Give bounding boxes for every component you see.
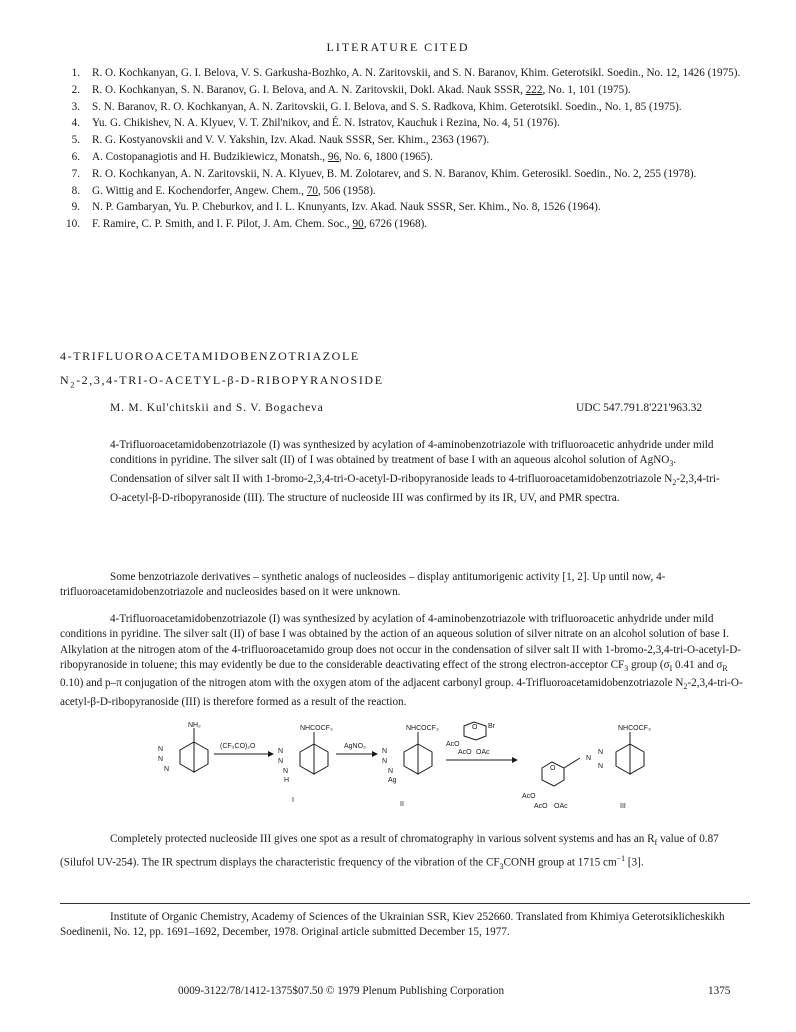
scheme-label-II: II (400, 801, 404, 808)
reference-number: 3. (71, 100, 80, 113)
reference-text: , No. 6, 1800 (1965). (339, 150, 433, 163)
scheme-oac: OAc (554, 803, 568, 810)
reaction-scheme (150, 718, 710, 828)
reference-number: 10. (66, 218, 80, 231)
reference-text: Yu. G. Chikishev, N. A. Klyuev, V. T. Zhil'nikov, and É. N. Istratov, Kauchuk i Rezina, No. 4, 51 (1976). (92, 117, 560, 130)
scheme-nhcocf3: NHCOCF₃ (300, 725, 333, 732)
scheme-n: N (382, 748, 388, 755)
scheme-oac: OAc (476, 749, 490, 756)
scheme-n: N (278, 758, 284, 765)
reference-volume: 90 (352, 218, 364, 231)
reference-volume: 70 (306, 184, 318, 197)
scheme-aco: AcO (534, 803, 548, 810)
scheme-n: N (586, 755, 592, 762)
reference-number: 1. (71, 67, 80, 79)
reaction-arrow-head (512, 757, 518, 763)
footnote-divider (60, 903, 750, 904)
reference-item (58, 217, 748, 231)
reference-number: 9. (71, 201, 80, 214)
scheme-n: N (158, 756, 164, 763)
scheme-n: N (598, 749, 604, 756)
reference-text: F. Ramire, C. P. Smith, and I. F. Pilot, J. Am. Chem. Soc., (92, 218, 353, 231)
reference-item (58, 133, 748, 147)
scheme-label-I: I (292, 797, 294, 804)
reaction-arrow-head (372, 751, 378, 757)
article-authors: M. M. Kul'chitskii and S. V. Bogacheva (110, 402, 324, 414)
scheme-n: N (278, 748, 284, 755)
reference-item (58, 66, 748, 80)
scheme-br: Br (488, 723, 495, 730)
article-title: 4-TRIFLUOROACETAMIDOBENZOTRIAZOLE (60, 349, 360, 363)
scheme-n: N (283, 768, 289, 775)
reference-text: R. O. Kochkanyan, S. N. Baranov, G. I. Belova, and A. N. Zaritovskii, Dokl. Akad. Nauk SSSR, (92, 83, 526, 96)
reference-item (58, 150, 748, 164)
reference-text: N. P. Gambaryan, Yu. P. Cheburkov, and I. L. Knunyants, Izv. Akad. Nauk SSSR, Ser. Khim., No. 8, 1526 (1964). (92, 201, 601, 214)
reference-text: , 6726 (1968). (363, 218, 428, 231)
reference-text: S. N. Baranov, R. O. Kochkanyan, A. N. Zaritovskii, G. I. Belova, and S. S. Radkova, Khim. Geterotsikl. Soedin., No. 1, 85 (1975). (92, 100, 682, 113)
scheme-aco: AcO (522, 793, 536, 800)
reference-list (58, 66, 748, 234)
compound-aminobenzotriazole (180, 728, 208, 772)
reference-number: 2. (71, 83, 80, 96)
body-paragraph: 4-Trifluoroacetamidobenzotriazole (I) was synthesized by acylation of 4-aminobenzotriazole with trifluoroacetic anhydride under mild conditions in pyridine. The silver salt (II) of base I was obtained by the action of an aqueous solution of silver nitrate on an alcohol solution of base I. Alkylation at the nitrogen atom of the 4-trifluoroacetamido group does not occur in the condensation of silver salt II with 1-bromo-2,3,4-tri-O-acetyl-D-ribopyranoside in toluene; this may evidently be due to the considerable deactivating effect of the strong electron-acceptor $CF_3$ group ($\sigma_I$ 0.41 and $\sigma_R$ 0.10) and p–π conjugation of the nitrogen atom with the oxygen atom of the adjacent carbonyl group. 4-Trifluoroacetamidobenzotriazole $N_2-2,3,4-tri-O-acetyl-\beta-D$-ribopyranoside (III) is therefore formed as a result of the reaction. (60, 613, 743, 708)
reference-item (58, 200, 748, 214)
reference-item (58, 184, 748, 198)
compound-I (300, 732, 328, 774)
reference-text: R. G. Kostyanovskii and V. V. Yakshin, Izv. Akad. Nauk SSSR, Ser. Khim., 2363 (1967). (92, 134, 490, 147)
scheme-ag: Ag (388, 777, 397, 784)
reference-text: , 506 (1958). (317, 184, 376, 197)
scheme-aco: AcO (446, 741, 460, 748)
body-paragraph: Completely protected nucleoside III gives one spot as a result of chromatography in various solvent systems and has an $R_f$ value of 0.87 (Silufol UV-254). The IR spectrum displays the characteristic frequency of the vibration of the $CF_3CONH$ group at 1715 $cm^{-1}$ [3]. (60, 833, 719, 871)
scheme-nh2: NH₂ (188, 722, 201, 729)
reference-text: R. O. Kochkanyan, G. I. Belova, V. S. Garkusha-Bozhko, A. N. Zaritovskii, and S. N. Baranov, Khim. Geterotsikl. Soedin., No. 12, 1426 (1975). (92, 67, 741, 79)
compound-III (542, 732, 644, 786)
reference-item (58, 116, 748, 130)
reference-number: 4. (71, 117, 80, 130)
scheme-n: N (388, 768, 394, 775)
reference-text: R. O. Kochkanyan, A. N. Zaritovskii, N. A. Klyuev, B. M. Zolotarev, and S. N. Baranov, Khim. Geterosikl. Soedin., No. 2, 255 (1978). (92, 167, 697, 180)
reference-number: 6. (71, 150, 80, 163)
scheme-n: N (382, 758, 388, 765)
scheme-n: N (164, 766, 170, 773)
reaction-arrow-head (268, 751, 274, 757)
reference-text: , No. 1, 101 (1975). (542, 83, 631, 96)
scheme-reagent: AgNO₃ (344, 743, 366, 750)
reference-text: A. Costopanagiotis and H. Budzikiewicz, Monatsh., (92, 150, 328, 163)
footnote: Institute of Organic Chemistry, Academy of Sciences of the Ukrainian SSR, Kiev 252660. Translated from Khimiya Geterotsiklicheskikh Soedinenii, No. 12, pp. 1691–1692, December, 1978. Original article submitted December 15, 1977. (60, 911, 725, 939)
scheme-n: N (158, 746, 164, 753)
page-number: 1375 (708, 985, 731, 997)
scheme-label-III: III (620, 803, 626, 810)
reference-volume: 96 (327, 150, 340, 163)
scheme-reagent: (CF₃CO)₂O (220, 743, 256, 750)
reference-text: G. Wittig and E. Kochendorfer, Angew. Chem., (92, 184, 307, 197)
scheme-aco: AcO (458, 749, 472, 756)
article-subtitle: $N_2-2,3,4-TRI-O-ACETYL-\beta-D$-RIBOPYRANOSIDE (60, 373, 384, 390)
scheme-o: O (472, 724, 478, 731)
body-paragraph: Some benzotriazole derivatives – synthetic analogs of nucleosides – display antitumorigenic activity [1, 2]. Up until now, 4-trifluoroacetamidobenzotriazole and nucleosides based on it were unknown. (60, 571, 666, 599)
reference-number: 7. (71, 167, 80, 180)
literature-heading: LITERATURE CITED (326, 40, 470, 54)
abstract: 4-Trifluoroacetamidobenzotriazole (I) was synthesized by acylation of 4-aminobenzotriazole with trifluoroacetic anhydride under mild conditions in pyridine. The silver salt (II) of I was obtained by treatment of base I with an aqueous alcohol solution of AgNO$_3$. Condensation of silver salt II with 1-bromo-2,3,4-tri-O-acetyl-D-ribopyranoside leads to 4-trifluoroacetamidobenzotriazole $N_2-2,3,4-tri-O-acetyl-\beta-D$-ribopyranoside (III). The structure of nucleoside III was confirmed by its IR, UV, and PMR spectra. (110, 439, 720, 504)
copyright-line: 0009-3122/78/1412-1375$07.50 © 1979 Plenum Publishing Corporation (178, 985, 505, 997)
reference-number: 8. (71, 184, 80, 197)
reference-item (58, 83, 748, 97)
reference-volume: 222 (525, 83, 543, 96)
scheme-nhcocf3: NHCOCF₃ (618, 725, 651, 732)
scheme-h: H (284, 777, 290, 784)
reference-item (58, 167, 748, 181)
compound-II (404, 732, 432, 774)
reference-item (58, 100, 748, 114)
scheme-o: O (550, 765, 556, 772)
reference-number: 5. (71, 134, 80, 147)
scheme-nhcocf3: NHCOCF₃ (406, 725, 439, 732)
udc-code: UDC 547.791.8'221'963.32 (576, 402, 703, 414)
scheme-n: N (598, 763, 604, 770)
